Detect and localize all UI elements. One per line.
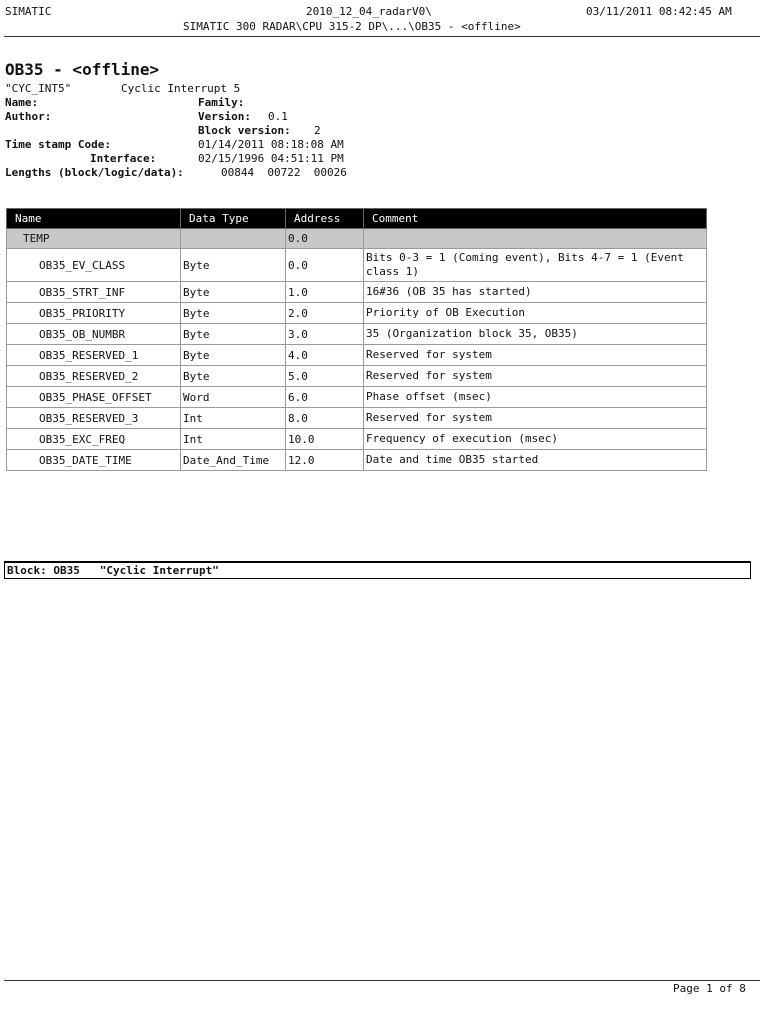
header-left: SIMATIC [5, 5, 52, 18]
table-row [7, 429, 707, 450]
table-row [7, 303, 707, 324]
cell-name: OB35_OB_NUMBR [7, 324, 181, 345]
cell-name: OB35_PHASE_OFFSET [7, 387, 181, 408]
cell-comment: 16#36 (OB 35 has started) [364, 282, 707, 303]
lengths-value: 00844 00722 00026 [221, 166, 347, 179]
version-value: 0.1 [268, 110, 288, 123]
cell-type: Byte [181, 249, 286, 282]
table-row [7, 324, 707, 345]
cell-name: OB35_RESERVED_2 [7, 366, 181, 387]
group-address: 0.0 [286, 229, 364, 249]
cell-address: 4.0 [286, 345, 364, 366]
table-row [7, 387, 707, 408]
block-symbol-comment: Cyclic Interrupt 5 [121, 82, 241, 95]
declaration-table [6, 208, 707, 471]
cell-type: Byte [181, 303, 286, 324]
footer-rule [4, 980, 760, 981]
interface-value: 02/15/1996 04:51:11 PM [198, 152, 344, 165]
page-number: Page 1 of 8 [673, 982, 746, 995]
interface-label: Interface: [90, 152, 157, 165]
table-row [7, 282, 707, 303]
cell-address: 6.0 [286, 387, 364, 408]
header-path: SIMATIC 300 RADAR\CPU 315-2 DP\...\OB35 - <offline> [183, 20, 521, 33]
cell-name: OB35_PRIORITY [7, 303, 181, 324]
family-label: Family: [198, 96, 245, 109]
table-row [7, 408, 707, 429]
cell-address: 3.0 [286, 324, 364, 345]
cell-address: 12.0 [286, 450, 364, 471]
cell-comment: Priority of OB Execution [364, 303, 707, 324]
cell-address: 5.0 [286, 366, 364, 387]
timestamp-code-label: Time stamp Code: [5, 138, 111, 151]
cell-type: Byte [181, 282, 286, 303]
cell-address: 10.0 [286, 429, 364, 450]
group-name: TEMP [7, 229, 181, 249]
cell-comment: Reserved for system [364, 345, 707, 366]
cell-comment: Reserved for system [364, 366, 707, 387]
lengths-label: Lengths (block/logic/data): [5, 166, 184, 179]
group-type [181, 229, 286, 249]
table-row [7, 249, 707, 282]
header-data-type: Data Type [181, 209, 286, 229]
header-address: Address [286, 209, 364, 229]
header-project: 2010_12_04_radarV0\ [306, 5, 432, 18]
table-row [7, 345, 707, 366]
cell-comment: 35 (Organization block 35, OB35) [364, 324, 707, 345]
table-row [7, 366, 707, 387]
group-row-temp [7, 229, 707, 249]
cell-type: Byte [181, 366, 286, 387]
cell-name: OB35_RESERVED_3 [7, 408, 181, 429]
cell-comment: Date and time OB35 started [364, 450, 707, 471]
cell-type: Date_And_Time [181, 450, 286, 471]
header-rule [4, 36, 760, 37]
header-timestamp: 03/11/2011 08:42:45 AM [586, 5, 732, 18]
cell-address: 0.0 [286, 249, 364, 282]
cell-name: OB35_RESERVED_1 [7, 345, 181, 366]
block-version-label: Block version: [198, 124, 291, 137]
cell-name: OB35_DATE_TIME [7, 450, 181, 471]
cell-type: Int [181, 408, 286, 429]
name-label: Name: [5, 96, 39, 109]
cell-comment: Reserved for system [364, 408, 707, 429]
cell-comment: Phase offset (msec) [364, 387, 707, 408]
block-section-bar: Block: OB35 "Cyclic Interrupt" [4, 561, 751, 579]
author-label: Author: [5, 110, 52, 123]
header-name: Name [7, 209, 181, 229]
cell-address: 1.0 [286, 282, 364, 303]
version-label: Version: [198, 110, 251, 123]
cell-address: 8.0 [286, 408, 364, 429]
cell-comment: Frequency of execution (msec) [364, 429, 707, 450]
page-title: OB35 - <offline> [5, 60, 160, 79]
cell-type: Int [181, 429, 286, 450]
cell-type: Word [181, 387, 286, 408]
cell-type: Byte [181, 345, 286, 366]
table-header-row [7, 209, 707, 229]
block-symbol: "CYC_INT5" [5, 82, 72, 95]
cell-type: Byte [181, 324, 286, 345]
cell-name: OB35_EXC_FREQ [7, 429, 181, 450]
group-comment [364, 229, 707, 249]
header-comment: Comment [364, 209, 707, 229]
cell-address: 2.0 [286, 303, 364, 324]
timestamp-code-value: 01/14/2011 08:18:08 AM [198, 138, 344, 151]
cell-name: OB35_EV_CLASS [7, 249, 181, 282]
table-row [7, 450, 707, 471]
cell-name: OB35_STRT_INF [7, 282, 181, 303]
cell-comment: Bits 0-3 = 1 (Coming event), Bits 4-7 = 1 (Event class 1) [364, 249, 707, 282]
block-version-value: 2 [314, 124, 321, 137]
